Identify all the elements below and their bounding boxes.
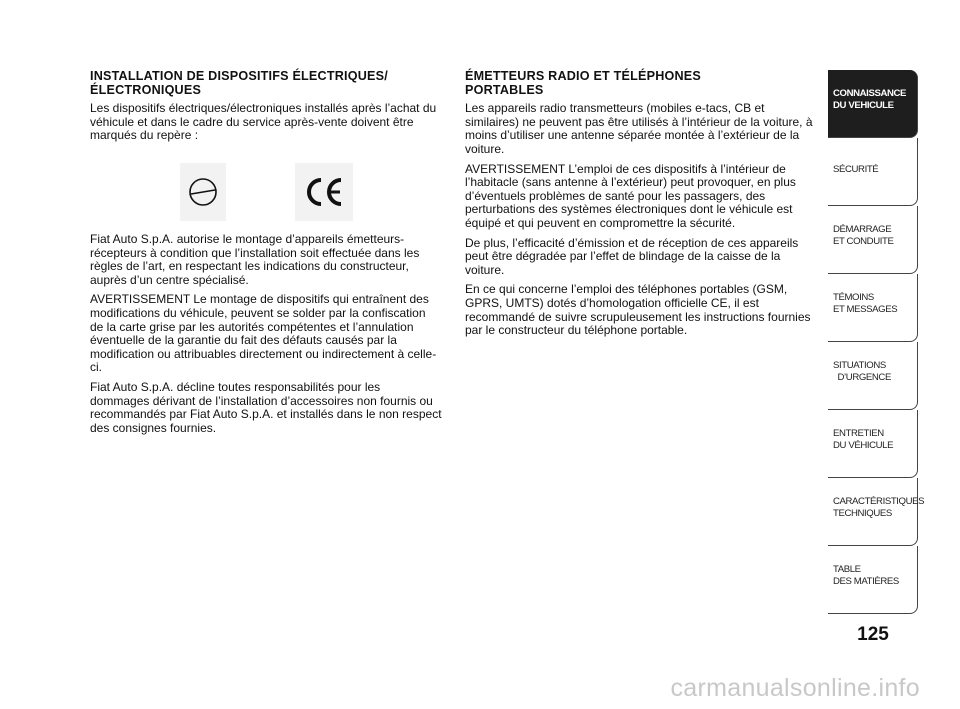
ce-mark-icon	[295, 163, 353, 221]
paragraph: Les appareils radio transmetteurs (mobiles e-tacs, CB et similaires) ne peuvent pas être utilisés à l’intérieur de la voiture, à moins d’utiliser une antenne séparée montée à l’extérieur de la voiture.	[465, 101, 813, 156]
tab-securite[interactable]: SÉCURITÉ	[828, 138, 918, 206]
paragraph: En ce qui concerne l’emploi des téléphones portables (GSM, GPRS, UMTS) dotés d’homologation officielle CE, il est recommandé de suivre scrupuleusement les instructions fournies par le constructeur du téléphone portable.	[465, 282, 811, 338]
paragraph: De plus, l’efficacité d’émission et de réception de ces appareils peut être dégradée par l’effet de blindage de la caisse de la voiture.	[465, 235, 799, 277]
paragraph: Les dispositifs électriques/électroniques installés après l’achat du véhicule et dans le cadre du service après-vente doivent être marqués du repère :	[90, 101, 437, 143]
tab-caracteristiques-techniques[interactable]: CARACTÉRISTIQUES TECHNIQUES	[828, 478, 918, 546]
marking-logos	[90, 163, 442, 221]
warning-paragraph: AVERTISSEMENT Le montage de dispositifs qui entraînent des modifications du véhicule, peuvent se solder par la confiscation de la carte grise par les autorités compétentes et l’annulation éventuelle de la garantie du fait des défauts causés par la modification ou attribuables directement ou indirectement à celle-ci.	[90, 292, 437, 375]
tab-entretien-du-vehicule[interactable]: ENTRETIEN DU VÉHICULE	[828, 410, 918, 478]
tab-temoins-et-messages[interactable]: TÉMOINS ET MESSAGES	[828, 274, 918, 342]
e-mark-icon	[180, 163, 226, 221]
section-heading-electrical: INSTALLATION DE DISPOSITIFS ÉLECTRIQUES/ ÉLECTRONIQUES	[90, 69, 388, 97]
chapter-tabs	[828, 70, 925, 614]
right-column	[465, 70, 817, 344]
watermark: carmanualsonline.info	[670, 674, 920, 702]
tab-connaissance-du-vehicule[interactable]: CONNAISSANCE DU VEHICULE	[828, 70, 918, 138]
section-heading-radio: ÉMETTEURS RADIO ET TÉLÉPHONES PORTABLES	[465, 69, 702, 97]
left-column	[90, 70, 442, 441]
tab-demarrage-et-conduite[interactable]: DÉMARRAGE ET CONDUITE	[828, 206, 918, 274]
paragraph: Fiat Auto S.p.A. autorise le montage d’appareils émetteurs-récepteurs à condition que l’installation soit effectuée dans les règles de l’art, en respectant les indications du constructeur, auprès d’un centre spécialisé.	[90, 231, 420, 287]
tab-situations-d-urgence[interactable]: SITUATIONS D’URGENCE	[828, 342, 918, 410]
paragraph: Fiat Auto S.p.A. décline toutes responsabilités pour les dommages dérivant de l’installation d’accessoires non fournis ou recommandés par Fiat Auto S.p.A. et installés dans le non respect des consignes fournies.	[90, 379, 442, 435]
page-number: 125	[857, 624, 889, 645]
warning-paragraph: AVERTISSEMENT L’emploi de ces dispositifs à l’intérieur de l’habitacle (sans antenne à l’extérieur) peut provoquer, en plus d’éventuels problèmes de santé pour les passagers, des perturbations des systèmes électroniques dont le véhicule est équipé et qui peuvent en compromettre la sécurité.	[465, 161, 796, 230]
tab-table-des-matieres[interactable]: TABLE DES MATIÈRES	[828, 546, 918, 614]
